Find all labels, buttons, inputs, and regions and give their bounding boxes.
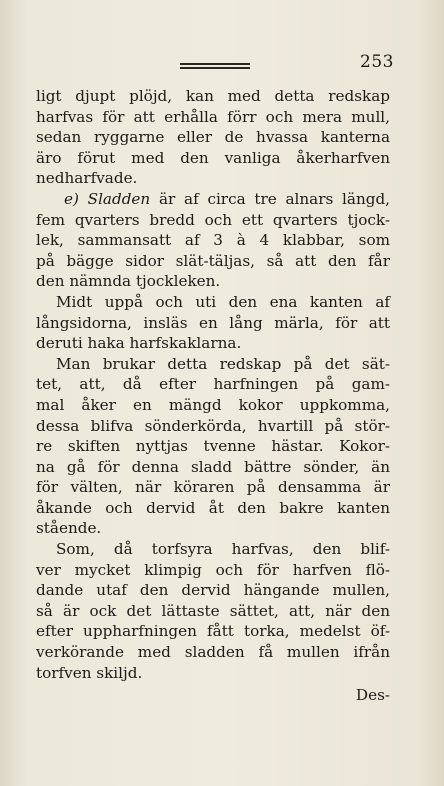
text-line: efter uppharfningen fått torka, medelst öf-: [36, 622, 390, 641]
text-line: lek, sammansatt af 3 à 4 klabbar, som: [36, 231, 390, 250]
paragraph: [36, 354, 390, 539]
text-line: den nämnda tjockleken.: [36, 272, 221, 291]
text-line: torfven skiljd.: [36, 663, 143, 682]
paragraph: [36, 189, 390, 292]
paragraph: [36, 86, 390, 189]
text-line: verkörande med sladden få mullen ifrån: [36, 643, 390, 662]
text-segment: är af circa tre alnars längd,: [158, 189, 390, 208]
text-line: dessa blifva sönderkörda, hvartill på stör-: [36, 416, 390, 435]
text-line: nedharfvade.: [36, 169, 138, 188]
text-line: [36, 189, 390, 210]
page-header: [0, 52, 444, 78]
text-line: för välten, när köraren på densamma är: [36, 478, 390, 497]
text-line: sedan ryggarne eller de hvassa kanterna: [36, 128, 390, 147]
item-term: Sladden: [87, 189, 151, 208]
text-line: re skiften nyttjas tvenne hästar. Kokor-: [36, 437, 390, 456]
body-text: [36, 86, 390, 683]
text-line: Som, då torfsyra harfvas, den blif-: [56, 540, 390, 559]
text-line: så är ock det lättaste sättet, att, när den: [36, 601, 390, 620]
header-ornament-rule: [180, 63, 250, 68]
paragraph: [36, 539, 390, 683]
text-line: ligt djupt plöjd, kan med detta redskap: [36, 87, 390, 105]
paragraph: [36, 292, 390, 354]
text-line: harfvas för att erhålla förr och mera mull,: [36, 107, 390, 126]
text-line: deruti haka harfskaklarna.: [36, 334, 242, 353]
text-line: stående.: [36, 519, 102, 538]
catchword: Des-: [355, 686, 390, 704]
page-number: 253: [360, 52, 394, 72]
text-line: mal åker en mängd kokor uppkomma,: [36, 395, 390, 414]
text-line: ver mycket klimpig och för harfven flö-: [36, 560, 390, 579]
text-line: tet, att, då efter harfningen på gam-: [36, 375, 390, 394]
text-line: åkande och dervid åt den bakre kanten: [36, 498, 390, 517]
text-line: Midt uppå och uti den ena kanten af: [56, 292, 390, 311]
text-line: na gå för denna sladd bättre sönder, än: [36, 457, 390, 476]
text-line: äro förut med den vanliga åkerharfven: [36, 148, 390, 167]
text-line: dande utaf den dervid hängande mullen,: [36, 581, 390, 600]
item-label: e): [64, 189, 79, 208]
text-line: långsidorna, insläs en lång märla, för att: [36, 313, 390, 332]
text-line: på bägge sidor slät-täljas, så att den får: [36, 251, 390, 270]
text-line: Man brukar detta redskap på det sät-: [56, 354, 390, 373]
text-line: fem qvarters bredd och ett qvarters tjock-: [36, 210, 390, 229]
